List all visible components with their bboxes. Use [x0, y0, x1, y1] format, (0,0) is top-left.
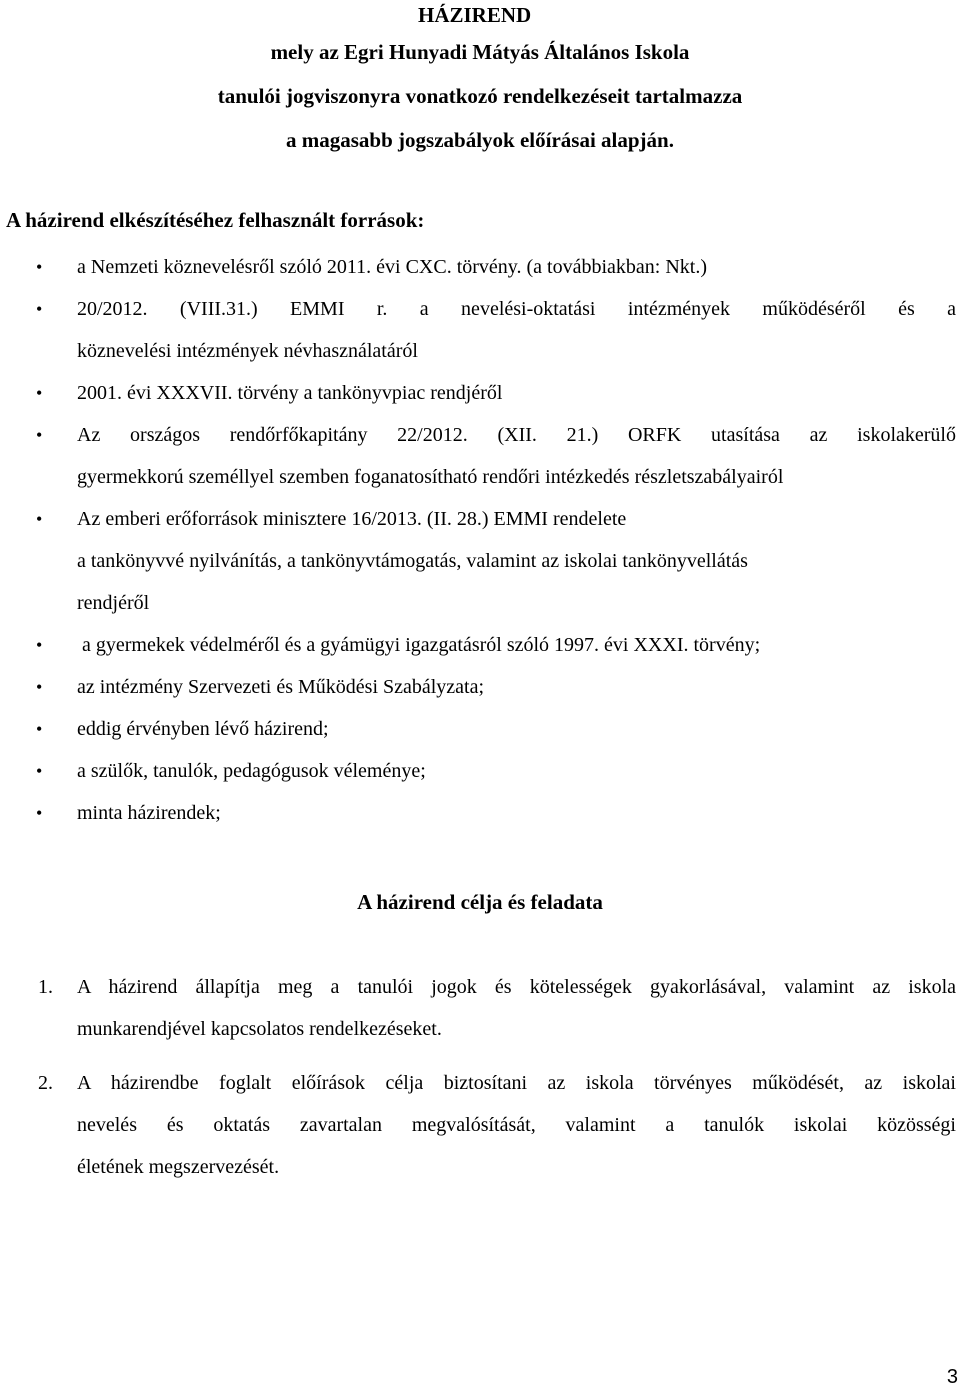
list-item-text: Az országos rendőrfőkapitány 22/2012. (XII. 21.) ORFK utasítása az iskolakerülő — [77, 424, 956, 446]
list-item — [0, 372, 960, 414]
list-item-text: életének megszervezését. — [77, 1156, 280, 1178]
list-item-text: a Nemzeti köznevelésről szóló 2011. évi CXC. törvény. (a továbbiakban: Nkt.) — [77, 256, 708, 278]
sources-list — [0, 246, 960, 834]
list-item-text: rendjéről — [77, 592, 150, 614]
list-item — [0, 624, 960, 666]
list-item-text: eddig érvényben lévő házirend; — [77, 718, 329, 740]
title-line: HÁZIREND — [418, 3, 532, 27]
list-item — [0, 288, 960, 372]
list-item-text: a tankönyvvé nyilvánítás, a tankönyvtámogatás, valamint az iskolai tankönyvellátás — [77, 550, 748, 572]
bullet-icon: • — [36, 509, 43, 529]
list-item-text: minta házirendek; — [77, 802, 221, 824]
list-item — [0, 966, 960, 1050]
page-number: 3 — [946, 1366, 958, 1388]
list-item — [0, 708, 960, 750]
list-item-text: nevelés és oktatás zavartalan megvalósítását, valamint a tanulók iskolai közösségi — [77, 1114, 956, 1136]
list-item-text: A házirendbe foglalt előírások célja biztosítani az iskola törvényes működését, az iskolai — [77, 1072, 956, 1094]
list-number: 2. — [38, 1072, 53, 1094]
title-line: tanulói jogviszonyra vonatkozó rendelkezéseit tartalmazza — [217, 84, 743, 108]
list-item-text: A házirend állapítja meg a tanulói jogok és kötelességek gyakorlásával, valamint az iskola — [77, 976, 956, 998]
list-item-text: a gyermekek védelméről és a gyámügyi igazgatásról szóló 1997. évi XXXI. törvény; — [77, 634, 761, 656]
list-item-text: köznevelési intézmények névhasználatáról — [77, 340, 418, 362]
bullet-icon: • — [36, 257, 43, 277]
list-item-text: a szülők, tanulók, pedagógusok véleménye; — [77, 760, 426, 782]
bullet-icon: • — [36, 761, 43, 781]
list-item-text: az intézmény Szervezeti és Működési Szabályzata; — [77, 676, 485, 698]
list-item-text: munkarendjével kapcsolatos rendelkezéseket. — [77, 1018, 442, 1040]
list-item — [0, 750, 960, 792]
section-heading: A házirend célja és feladata — [357, 890, 603, 914]
list-item-text: gyermekkorú személlyel szemben foganatosítható rendőri intézkedés részletszabályairól — [77, 466, 784, 488]
list-item-text: 2001. évi XXXVII. törvény a tankönyvpiac rendjéről — [77, 382, 503, 404]
title-line: a magasabb jogszabályok előírásai alapján. — [286, 128, 674, 152]
bullet-icon: • — [36, 299, 43, 319]
title-line: mely az Egri Hunyadi Mátyás Általános Iskola — [270, 40, 690, 64]
sources-heading: A házirend elkészítéséhez felhasznált források: — [6, 208, 425, 232]
bullet-icon: • — [36, 383, 43, 403]
bullet-icon: • — [36, 677, 43, 697]
purpose-list — [0, 966, 960, 1200]
list-item-text: Az emberi erőforrások minisztere 16/2013. (II. 28.) EMMI rendelete — [77, 508, 627, 530]
list-item — [0, 1062, 960, 1188]
bullet-icon: • — [36, 719, 43, 739]
list-item-text: 20/2012. (VIII.31.) EMMI r. a nevelési-oktatási intézmények működéséről és a — [77, 298, 956, 320]
bullet-icon: • — [36, 635, 43, 655]
list-item — [0, 792, 960, 834]
list-item — [0, 666, 960, 708]
list-item — [0, 498, 960, 624]
list-number: 1. — [38, 976, 53, 998]
list-item — [0, 246, 960, 288]
bullet-icon: • — [36, 803, 43, 823]
document-title — [0, 0, 960, 162]
bullet-icon: • — [36, 425, 43, 445]
list-item — [0, 414, 960, 498]
